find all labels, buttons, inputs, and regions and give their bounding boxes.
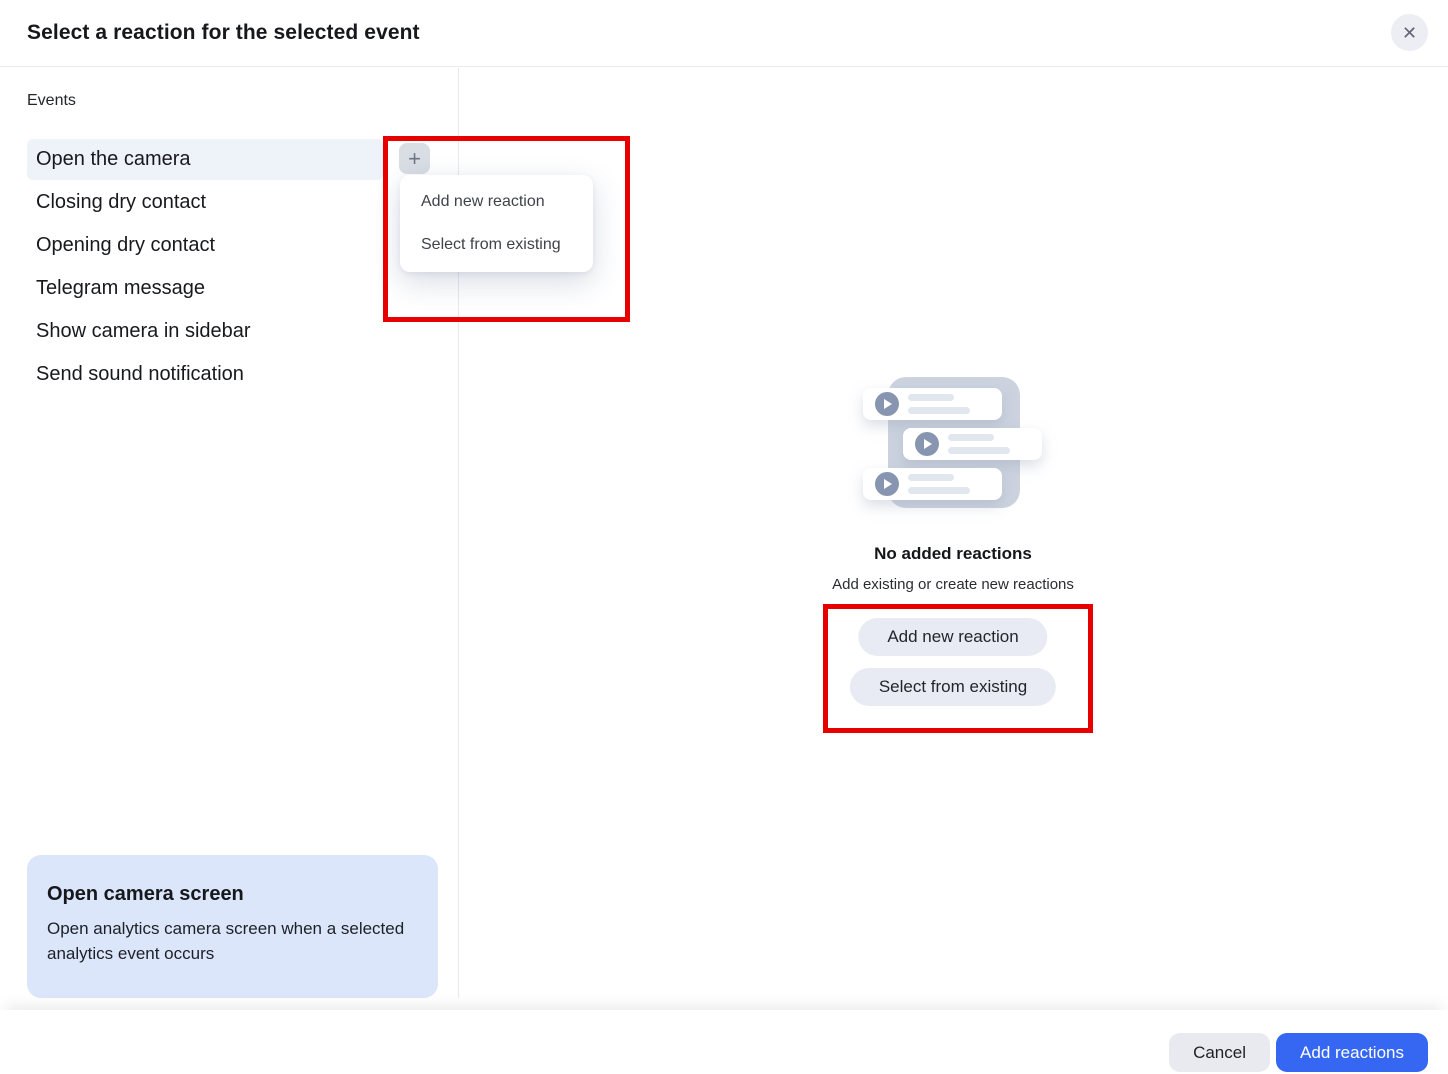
menu-item-select-from-existing[interactable]: Select from existing [421,235,561,253]
event-item-closing-dry-contact[interactable]: Closing dry contact [36,191,207,213]
modal-title: Select a reaction for the selected event [27,21,420,44]
modal-header [0,0,1448,67]
plus-icon: + [408,145,421,171]
cancel-button[interactable]: Cancel [1169,1033,1270,1072]
illustration-card [863,388,1002,420]
illustration-text-lines [908,394,970,414]
close-button[interactable] [1391,14,1428,51]
add-reactions-button[interactable]: Add reactions [1276,1033,1428,1072]
modal-footer [0,1010,1448,1074]
event-item-telegram-message[interactable]: Telegram message [36,277,205,299]
close-icon: ✕ [1401,22,1418,43]
illustration-text-lines [908,474,970,494]
event-item-open-the-camera[interactable]: Open the camera [27,139,383,180]
select-from-existing-button[interactable]: Select from existing [850,668,1056,706]
empty-state-subtitle: Add existing or create new reactions [832,576,1074,593]
menu-item-add-new-reaction[interactable]: Add new reaction [421,193,545,211]
info-card-title: Open camera screen [47,883,244,905]
event-item-send-sound-notification[interactable]: Send sound notification [36,363,244,385]
event-item-opening-dry-contact[interactable]: Opening dry contact [36,234,215,256]
empty-state-title: No added reactions [874,544,1032,563]
illustration-card [903,428,1042,460]
add-reaction-plus-button[interactable] [399,143,430,174]
add-new-reaction-button[interactable]: Add new reaction [858,618,1047,656]
illustration-text-lines [948,434,1010,454]
play-icon [875,472,899,496]
reactions-illustration [863,377,1043,508]
event-info-card [27,855,438,998]
event-item-show-camera-in-sidebar[interactable]: Show camera in sidebar [36,320,251,342]
events-list [27,139,383,397]
play-icon [875,392,899,416]
info-card-description: Open analytics camera screen when a selected analytics event occurs [47,919,405,963]
events-heading: Events [27,92,76,109]
add-reaction-context-menu [400,175,593,272]
play-icon [915,432,939,456]
illustration-card [863,468,1002,500]
